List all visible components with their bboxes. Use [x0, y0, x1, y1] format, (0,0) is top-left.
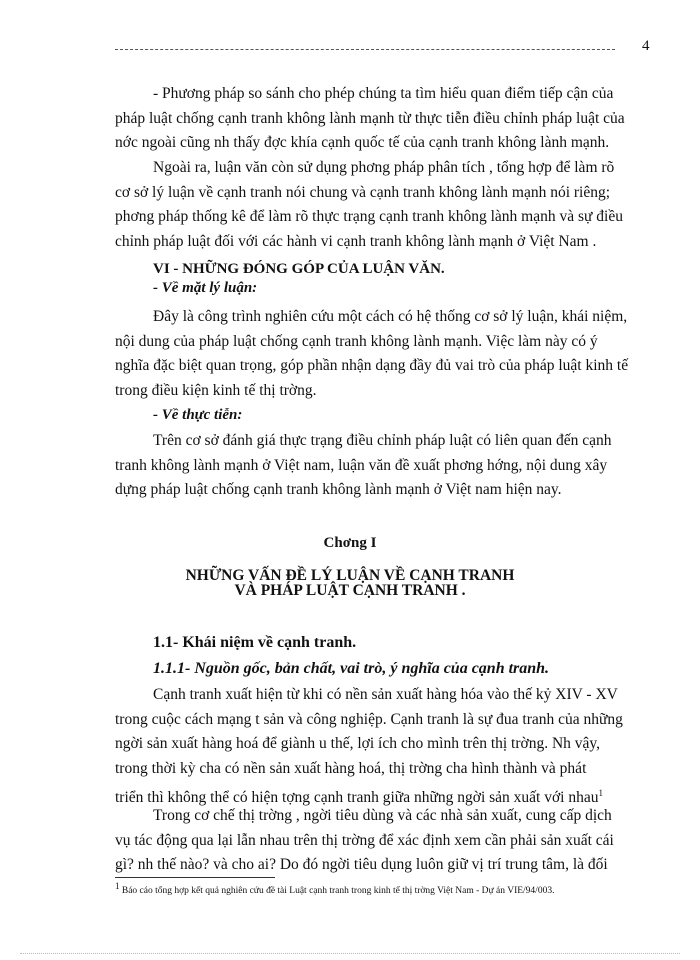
chapter-title-line1: NHỮNG VẤN ĐỀ LÝ LUẬN VỀ CẠNH TRANH: [185, 567, 515, 584]
text-line: ngời sản xuất hàng hoá để giành u thế, lợi ích cho mình trên thị trờng. Nh vậy,: [115, 735, 601, 752]
text-line: trong thời kỳ cha có nền sản xuất hàng hoá, thị trờng cha hình thành và phát: [115, 759, 587, 777]
chapter-title-line2: VÀ PHÁP LUẬT CẠNH TRANH .: [234, 582, 466, 599]
text-line: gì? nh thế nào? và cho ai? Do đó ngời tiêu dụng luôn giữ vị trí trung tâm, là đối: [115, 856, 608, 873]
text-line: phơng pháp thống kê để làm rõ thực trạng cạnh tranh không lành mạnh và sự điều: [115, 208, 623, 225]
page-number: 4: [642, 38, 650, 54]
section-6-heading: VI - NHỮNG ĐÓNG GÓP CỦA LUẬN VĂN.: [153, 261, 445, 277]
section-1-1-heading: 1.1- Khái niệm về cạnh tranh.: [153, 634, 357, 651]
footnote-text: Báo cáo tổng hợp kết quả nghiên cứu đề tài Luật cạnh tranh trong kinh tế thị trờng Việt Nam - Dự án VIE/94/003.: [121, 886, 555, 897]
paragraph-competition-origin: [115, 683, 652, 811]
text-line: tranh không lành mạnh ở Việt nam, luận văn đề xuất phơng hớng, nội dung xây: [115, 456, 608, 474]
text-line: trong điều kiện kinh tế thị trờng.: [115, 381, 317, 399]
paragraph-comparison-method: [115, 82, 652, 156]
chapter-label: Chơng I: [323, 535, 377, 551]
text-line-content: triển thì không thể có hiện tợng cạnh tranh giữa những ngời sản xuất với nhau: [115, 789, 599, 807]
section-1-1-1-heading: 1.1.1- Nguồn gốc, bản chất, vai trò, ý nghĩa của cạnh tranh.: [153, 660, 550, 677]
text-line: Trong cơ chế thị trờng , ngời tiêu dùng và các nhà sản xuất, cung cấp dịch: [153, 807, 612, 824]
theory-subheading: - Về mặt lý luận:: [153, 280, 258, 296]
paragraph-theory: [115, 305, 652, 403]
text-line: chỉnh pháp luật đối với các hành vi cạnh tranh không lành mạnh ở Việt Nam .: [115, 232, 597, 250]
practice-subheading: - Về thực tiễn:: [153, 407, 243, 423]
page-bottom-rule: [20, 953, 680, 954]
text-line: nớc ngoài cũng nh thấy đợc khía cạnh quốc tế của cạnh tranh không lành mạnh.: [115, 134, 610, 151]
text-line: trong cuộc cách mạng t sản và công nghiệp. Cạnh tranh là sự đua tranh của những: [115, 710, 623, 728]
text-line: - Phương pháp so sánh cho phép chúng ta tìm hiểu quan điểm tiếp cận của: [153, 85, 614, 102]
text-line: vụ tác động qua lại lẫn nhau trên thị trờng để xác định xem cần phải sản xuất cái: [115, 831, 614, 849]
footnote: [115, 881, 554, 896]
header-rule: [115, 49, 615, 50]
text-line: Ngoài ra, luận văn còn sử dụng phơng pháp phân tích , tổng hợp để làm rõ: [153, 159, 615, 176]
text-line: pháp luật chống cạnh tranh không lành mạnh từ thực tiễn điều chỉnh pháp luật của: [115, 109, 625, 127]
text-line: dựng pháp luật chống cạnh tranh không lành mạnh ở Việt nam hiện nay.: [115, 481, 562, 498]
paragraph-market-mechanism: [115, 804, 652, 878]
footnote-mark: 1: [115, 881, 120, 891]
text-line: Đây là công trình nghiên cứu một cách có hệ thống cơ sở lý luận, khái niệm,: [153, 308, 628, 325]
text-line: cơ sở lý luận về cạnh tranh nói chung và cạnh tranh không lành mạnh nói riêng;: [115, 183, 611, 201]
paragraph-practice: [115, 429, 652, 503]
footnote-reference: 1: [598, 788, 603, 798]
text-line: nghĩa đặc biệt quan trọng, góp phần nhận dạng đầy đủ vai trò của pháp luật kinh tế: [115, 357, 629, 374]
text-line: Trên cơ sở đánh giá thực trạng điều chỉnh pháp luật có liên quan đến cạnh: [153, 432, 612, 449]
paragraph-other-methods: [115, 156, 652, 254]
text-line: nội dung của pháp luật chống cạnh tranh không lành mạnh. Việc làm này có ý: [115, 332, 598, 350]
footnote-rule: [115, 877, 275, 878]
text-line: Cạnh tranh xuất hiện từ khi có nền sản xuất hàng hóa vào thế kỷ XIV - XV: [153, 686, 618, 703]
